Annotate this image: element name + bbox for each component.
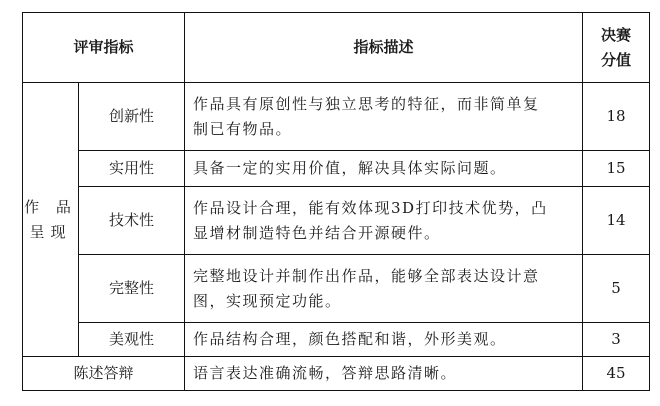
table-row — [23, 83, 650, 151]
description-line: 作品具有原创性与独立思考的特征，而非简单复 — [193, 94, 540, 113]
criterion-cell: 陈述答辩 — [23, 357, 185, 391]
table-row — [23, 151, 650, 187]
score-cell: 14 — [583, 187, 650, 255]
description-line: 图，实现预定功能。 — [193, 291, 342, 310]
table-row — [23, 255, 650, 323]
score-cell: 5 — [583, 255, 650, 323]
description-cell — [185, 83, 583, 151]
criterion-cell: 完整性 — [79, 255, 185, 323]
score-cell: 15 — [583, 151, 650, 187]
description-line: 制已有物品。 — [193, 119, 293, 138]
description-line: 完整地设计并制作出作品，能够全部表达设计意 — [193, 266, 540, 285]
header-score-line1: 决赛 — [601, 25, 632, 44]
group-label-line2: 呈现 — [29, 222, 72, 241]
group-label-line1: 作 品 — [24, 197, 77, 216]
table-row — [23, 323, 650, 357]
description-cell — [185, 255, 583, 323]
description-line: 作品设计合理，能有效体现3D打印技术优势，凸 — [193, 198, 548, 217]
table-row — [23, 187, 650, 255]
table-row — [23, 357, 650, 391]
description-cell — [185, 187, 583, 255]
criterion-cell: 技术性 — [79, 187, 185, 255]
score-cell: 3 — [583, 323, 650, 357]
scoring-criteria-table — [22, 12, 650, 391]
description-cell: 具备一定的实用价值，解决具体实际问题。 — [185, 151, 583, 187]
criterion-cell: 实用性 — [79, 151, 185, 187]
header-score — [583, 13, 650, 83]
header-criteria: 评审指标 — [23, 13, 185, 83]
criterion-cell: 创新性 — [79, 83, 185, 151]
header-score-line2: 分值 — [601, 50, 632, 69]
description-line: 显增材制造特色并结合开源硬件。 — [193, 223, 441, 242]
score-cell: 18 — [583, 83, 650, 151]
header-row — [23, 13, 650, 83]
header-description: 指标描述 — [185, 13, 583, 83]
criterion-cell: 美观性 — [79, 323, 185, 357]
score-cell: 45 — [583, 357, 650, 391]
description-cell: 作品结构合理，颜色搭配和谐，外形美观。 — [185, 323, 583, 357]
description-cell: 语言表达准确流畅，答辩思路清晰。 — [185, 357, 583, 391]
group-label — [23, 83, 79, 357]
